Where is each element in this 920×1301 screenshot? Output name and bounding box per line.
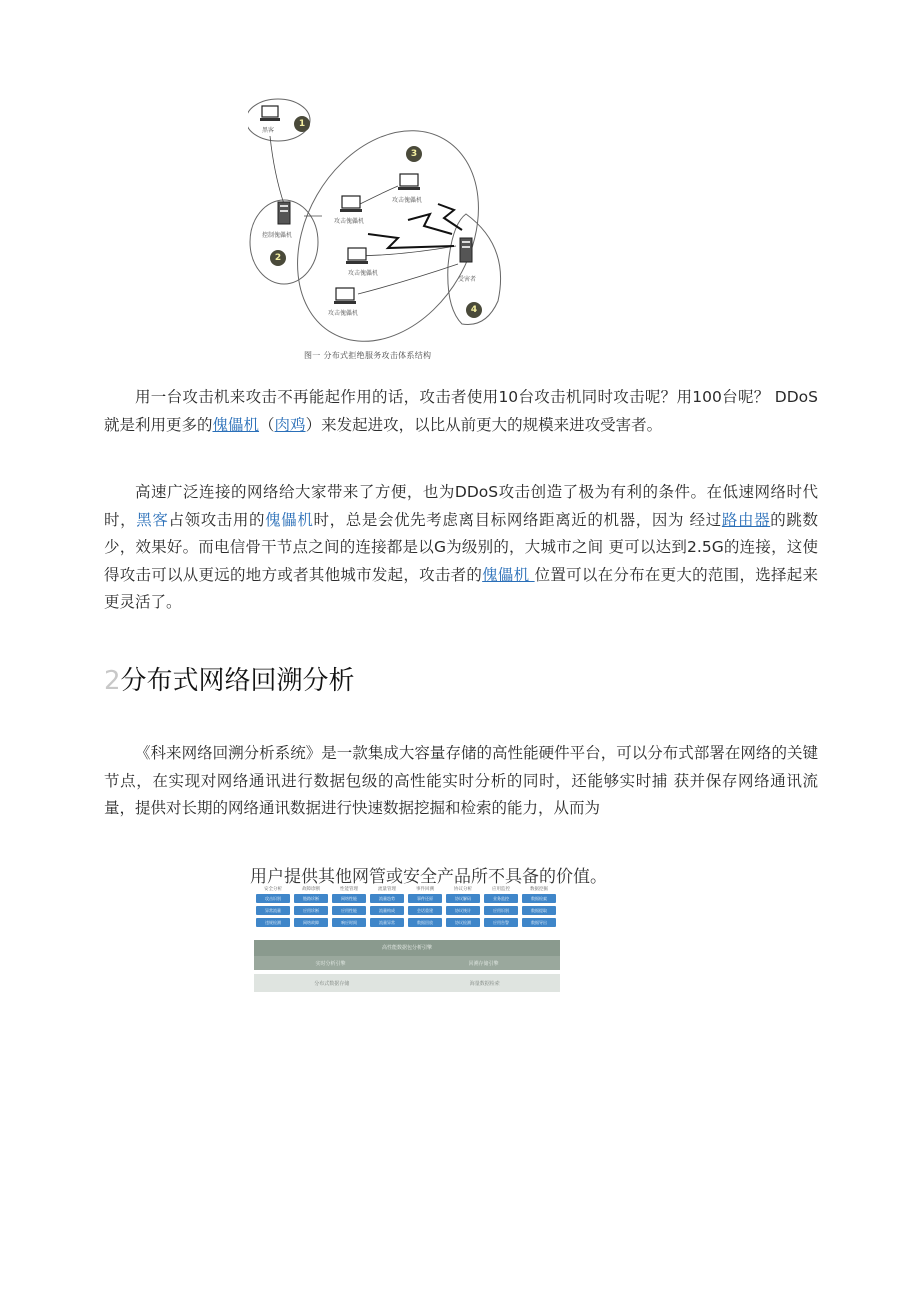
feature-column-header: 安全分析 — [264, 887, 282, 892]
feature-tile: 网络故障 — [294, 918, 328, 927]
paragraph-ddos-intro — [104, 384, 818, 439]
feature-column-header: 应用监控 — [492, 887, 510, 892]
storage-row — [254, 974, 560, 992]
hacker-label: 黑客 — [262, 127, 275, 134]
para2-text: 占领攻击用的 — [168, 510, 266, 529]
puppet-machine-link[interactable]: 傀儡机 — [482, 565, 535, 584]
engine-row — [254, 956, 560, 970]
value-statement-line: 用户提供其他网管或安全产品所不具备的价值。 — [250, 867, 607, 887]
engine-row-item: 实时分析引擎 — [315, 960, 346, 967]
attack-bolt — [368, 234, 454, 248]
feature-tile: 会话重建 — [408, 906, 442, 915]
feature-tile: 数据检索 — [522, 894, 556, 903]
feature-tile: 应用告警 — [484, 918, 518, 927]
feature-tile: 异常流量 — [256, 906, 290, 915]
storage-row-item: 分布式数据存储 — [314, 980, 350, 987]
step-number-badge: 4 — [466, 302, 482, 318]
feature-tile: 响应时间 — [332, 918, 366, 927]
para2-text: 位置可以在分布在更大的范围，选择起来更灵活了。 — [104, 565, 818, 611]
paragraph-network-speed — [104, 479, 818, 617]
engine-row-item: 回溯存储引擎 — [468, 960, 499, 967]
feature-column-header: 流量管理 — [378, 887, 396, 892]
zombie-link[interactable]: 肉鸡 — [274, 415, 306, 434]
feature-tile: 应用性能 — [332, 906, 366, 915]
engine-band: 高性能数据包分析引擎 — [254, 940, 560, 956]
feature-tile: 链路诊断 — [294, 894, 328, 903]
attacker-label: 攻击傀儡机 — [392, 197, 423, 204]
feature-tile: 数据回放 — [408, 918, 442, 927]
feature-tile: 应用识别 — [484, 906, 518, 915]
attacker-label: 攻击傀儡机 — [334, 218, 365, 225]
feature-column-header: 协议分析 — [454, 887, 472, 892]
feature-column — [256, 886, 290, 930]
victim-server-icon — [460, 238, 472, 262]
para2-text: 时，总是会优先考虑离目标网络距离近的机器，因为 经过 — [313, 510, 722, 529]
para2-text: 高速广泛连接的网络给大家带来了方便，也为DDoS攻击创造了极为有利的条件。在低速网络时代时， — [104, 483, 818, 529]
feature-column — [484, 886, 518, 930]
para1-text: （ — [259, 415, 275, 434]
feature-tile: 业务监控 — [484, 894, 518, 903]
paragraph-product-intro: 《科来网络回溯分析系统》是一款集成大容量存储的高性能硬件平台，可以分布式部署在网络的关键节点，在实现对网络通讯进行数据包级的高性能实时分析的同时，还能够实时捕 获并保存网络通讯流量，提供对长期的网络通讯数据进行快速数据挖掘和检索的能力，从而为 — [104, 744, 818, 817]
feature-column-header: 故障诊断 — [302, 887, 320, 892]
feature-tile: 应用诊断 — [294, 906, 328, 915]
victim-label: 受害者 — [458, 276, 477, 283]
hacker-computer-icon — [260, 106, 280, 121]
feature-tile: 网络性能 — [332, 894, 366, 903]
feature-column — [294, 886, 328, 930]
feature-tile: 流量趋势 — [370, 894, 404, 903]
feature-column-header: 性能管理 — [340, 887, 358, 892]
feature-column — [408, 886, 442, 930]
feature-column — [370, 886, 404, 930]
feature-column — [332, 886, 366, 930]
step-number-badge: 3 — [406, 146, 422, 162]
feature-column-header: 数据挖掘 — [530, 887, 548, 892]
attack-bolt — [438, 204, 462, 230]
attacker-label: 攻击傀儡机 — [348, 270, 379, 277]
puppet-machine-link[interactable]: 傀儡机 — [265, 510, 314, 529]
puppet-machine-link[interactable]: 傀儡机 — [212, 415, 260, 434]
feature-tile: 违规检测 — [256, 918, 290, 927]
feature-tile: 事件还原 — [408, 894, 442, 903]
section-heading — [104, 660, 355, 697]
section-title: 分布式网络回溯分析 — [120, 666, 355, 696]
controller-label: 控制傀儡机 — [262, 232, 293, 239]
feature-column — [446, 886, 480, 930]
feature-tile: 协议统计 — [446, 906, 480, 915]
router-link[interactable]: 路由器 — [721, 510, 771, 529]
attack-ellipse — [261, 98, 515, 368]
storage-row-item: 海量数据检索 — [469, 980, 500, 987]
step-number-badge: 1 — [294, 116, 310, 132]
attacker-computer-icon — [340, 196, 362, 212]
figure1-caption: 图一 分布式拒绝服务攻击体系结构 — [304, 351, 432, 360]
feature-tile: 协议检测 — [446, 918, 480, 927]
feature-tile: 流量构成 — [370, 906, 404, 915]
feature-tile: 流量异常 — [370, 918, 404, 927]
feature-column-header: 事件回溯 — [416, 887, 434, 892]
product-architecture-figure — [252, 886, 560, 994]
attacker-computer-icon — [334, 288, 356, 304]
feature-tile: 数据导出 — [522, 918, 556, 927]
attacker-computer-icon — [398, 174, 420, 190]
feature-tile: 协议解码 — [446, 894, 480, 903]
para1-text: ）来发起进攻，以比从前更大的规模来进攻受害者。 — [305, 415, 663, 434]
para1-text: 用一台攻击机来攻击不再能起作用的话，攻击者使用10台攻击机同时攻击呢？用100台呢？ DDoS就是利用更多的 — [104, 388, 818, 434]
para2-text: 的跳数少，效果好。而电信骨干节点之间的连接都是以G为级别的，大城市之间 更可以达到2.5G的连接，这使得攻击可以从更远的地方或者其他城市发起，攻击者的 — [104, 510, 818, 584]
feature-tile: 攻击识别 — [256, 894, 290, 903]
feature-tile: 数据提取 — [522, 906, 556, 915]
hacker-link[interactable]: 黑客 — [136, 510, 169, 529]
step-number-badge: 2 — [270, 250, 286, 266]
ddos-architecture-figure — [248, 96, 516, 368]
attacker-computer-icon — [346, 248, 368, 264]
attacker-label: 攻击傀儡机 — [328, 310, 359, 317]
arrow-hacker-controller — [270, 136, 284, 204]
feature-column — [522, 886, 556, 930]
controller-server-icon — [278, 202, 290, 224]
section-number: 2 — [104, 666, 121, 696]
